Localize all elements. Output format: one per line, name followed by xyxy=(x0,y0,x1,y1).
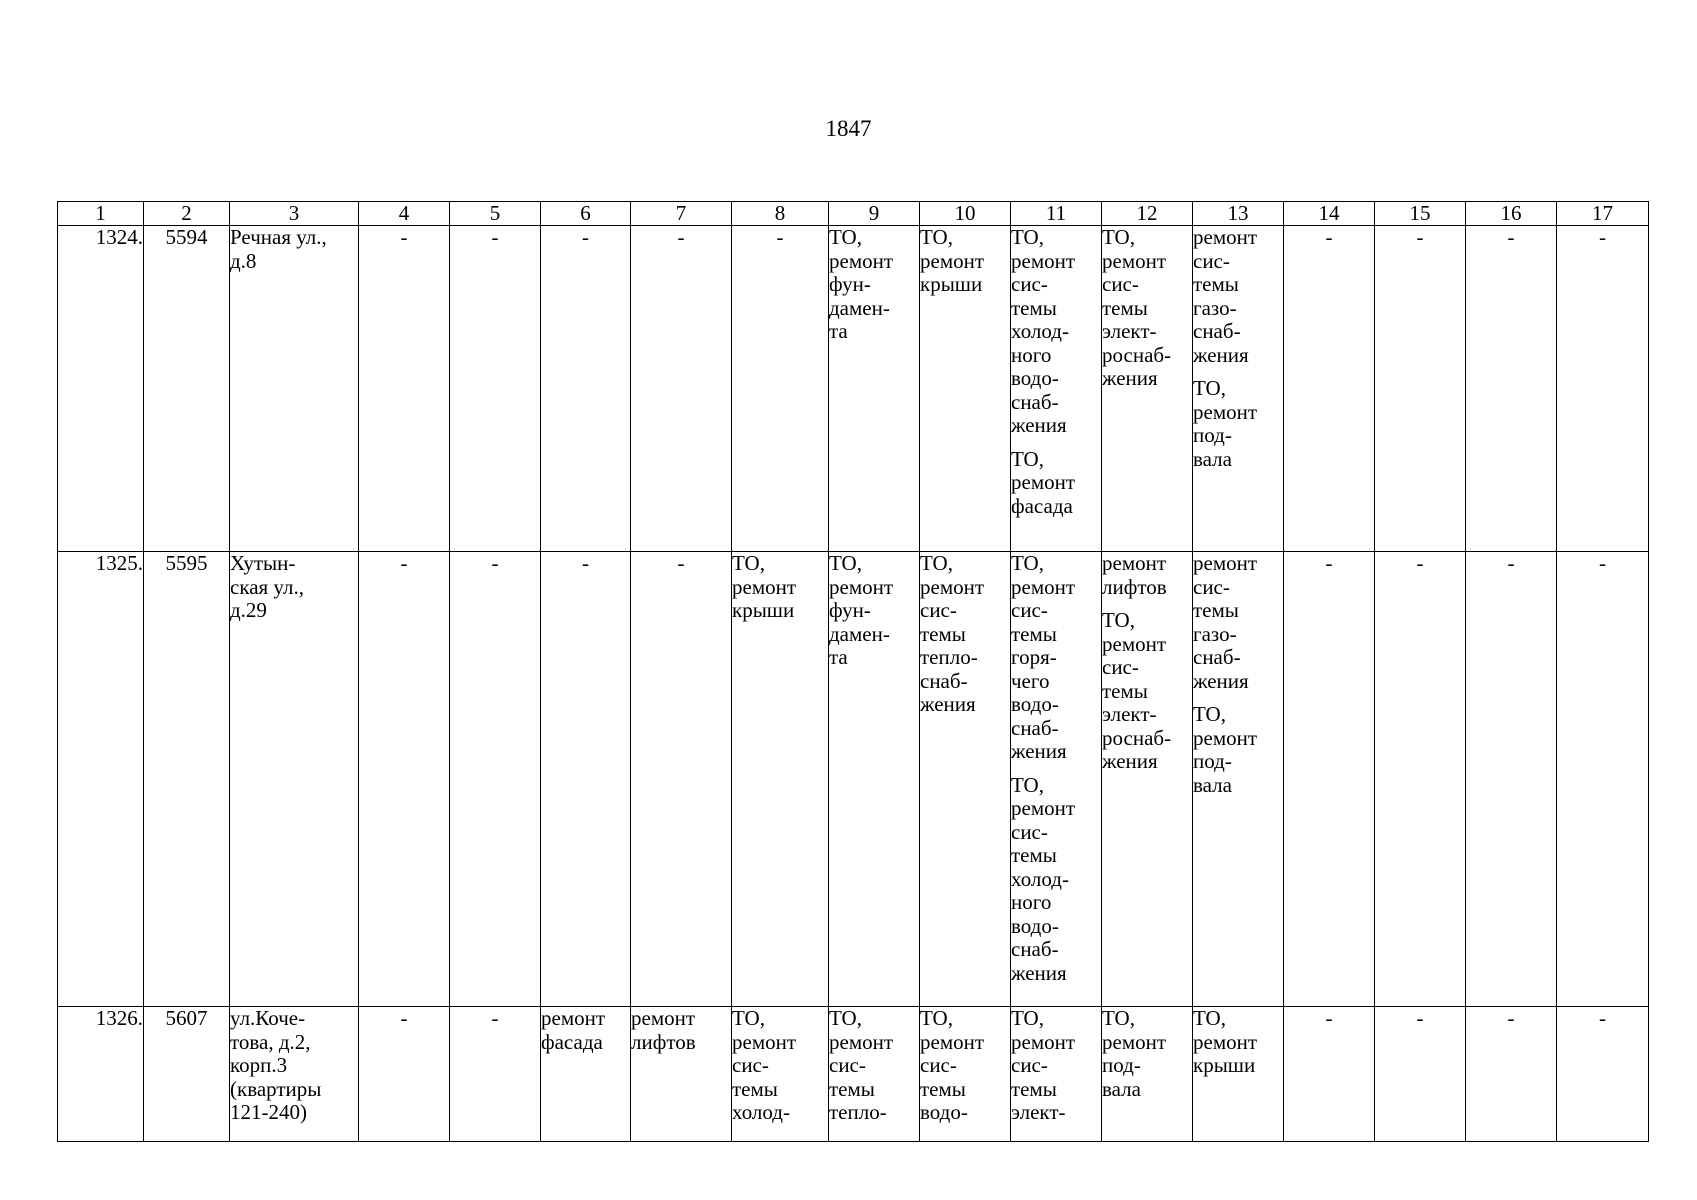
work-item-line: темы xyxy=(1193,272,1239,296)
work-item-line: ремонт xyxy=(1102,631,1167,656)
work-item-line: темы xyxy=(1193,598,1239,622)
column-header: 10 xyxy=(920,202,1011,226)
building-code: 5607 xyxy=(144,1007,230,1142)
table-row xyxy=(58,552,1649,1007)
table-row xyxy=(58,1007,1649,1142)
work-item-line: сис- xyxy=(920,598,957,622)
work-item-line: газо- xyxy=(1193,295,1237,320)
column-header: 4 xyxy=(359,202,450,226)
work-item-line: водо- xyxy=(1011,692,1059,716)
empty-work-cell: - xyxy=(450,552,541,1007)
work-cell xyxy=(1011,226,1102,552)
column-header: 8 xyxy=(732,202,829,226)
work-item-line: жения xyxy=(1193,668,1249,693)
work-cell xyxy=(1011,1007,1102,1142)
work-item-line: ремонт xyxy=(829,248,894,273)
work-item-line: чего xyxy=(1011,668,1050,693)
address-line: това, д.2, xyxy=(230,1029,311,1054)
column-header: 13 xyxy=(1193,202,1284,226)
work-item-line: ремонт xyxy=(1102,551,1167,575)
work-item-line: крыши xyxy=(920,272,983,296)
work-item xyxy=(1193,226,1283,367)
work-item-line: элект- xyxy=(1102,702,1157,726)
work-item-line: ремонт xyxy=(1011,1029,1076,1054)
empty-work-cell: - xyxy=(1284,552,1375,1007)
work-item-line: крыши xyxy=(732,598,795,622)
building-code: 5594 xyxy=(144,226,230,552)
empty-work-cell: - xyxy=(1284,1007,1375,1142)
work-item-line: та xyxy=(829,645,848,669)
work-item-line: сис- xyxy=(1011,272,1048,296)
work-item-line: сис- xyxy=(732,1053,769,1077)
work-item-line: снаб- xyxy=(1193,645,1241,669)
work-cell xyxy=(920,552,1011,1007)
work-cell xyxy=(1102,226,1193,552)
work-item xyxy=(1011,774,1101,986)
work-item-line: ТО, xyxy=(732,551,765,575)
work-cell xyxy=(631,1007,732,1142)
work-item-line: жения xyxy=(1102,366,1158,390)
column-header: 6 xyxy=(541,202,631,226)
work-item xyxy=(1102,552,1192,599)
work-item-line: ного xyxy=(1011,890,1052,914)
empty-work-cell: - xyxy=(541,226,631,552)
work-item-line: ТО, xyxy=(829,551,862,575)
work-item-line: ремонт xyxy=(829,574,894,599)
work-item-line: роснаб- xyxy=(1102,342,1172,367)
work-item-line: холод- xyxy=(1011,866,1069,891)
work-item-line: водо- xyxy=(1011,366,1059,390)
work-item-line: ТО, xyxy=(1011,446,1044,471)
work-item-line: ТО, xyxy=(829,225,862,249)
work-item xyxy=(1193,552,1283,693)
column-header: 15 xyxy=(1375,202,1466,226)
work-item-line: ТО, xyxy=(1193,1006,1226,1030)
address-line: Хутын- xyxy=(230,551,296,575)
work-item-line: ТО, xyxy=(920,551,953,575)
work-item-line: ремонт xyxy=(920,248,985,273)
address-cell xyxy=(230,1007,359,1142)
work-item-line: ремонт xyxy=(920,1029,985,1054)
work-item-line: темы xyxy=(732,1076,778,1101)
work-item xyxy=(1102,226,1192,391)
work-item-line: ТО, xyxy=(732,1006,765,1030)
column-header: 7 xyxy=(631,202,732,226)
work-item-line: темы xyxy=(1102,295,1148,320)
work-item-line: ремонт xyxy=(732,574,797,599)
work-item-line: фун- xyxy=(829,272,871,296)
work-item-line: ремонт xyxy=(1102,248,1167,273)
work-item-line: сис- xyxy=(1193,574,1230,599)
work-item-line: ТО, xyxy=(1011,551,1044,575)
work-item-line: ремонт xyxy=(1011,248,1076,273)
empty-work-cell: - xyxy=(1375,552,1466,1007)
work-item-line: фун- xyxy=(829,598,871,622)
empty-work-cell: - xyxy=(732,226,829,552)
address-line: корп.3 xyxy=(230,1053,288,1077)
column-number-row xyxy=(58,202,1649,226)
empty-work-cell: - xyxy=(1557,1007,1649,1142)
work-item xyxy=(829,226,919,344)
address-line: д.8 xyxy=(230,248,257,273)
address-line: 121-240) xyxy=(230,1100,307,1124)
work-item-line: сис- xyxy=(1011,1053,1048,1077)
empty-work-cell: - xyxy=(1375,226,1466,552)
work-cell xyxy=(541,1007,631,1142)
empty-work-cell: - xyxy=(1284,226,1375,552)
work-item-line: ТО, xyxy=(1011,1006,1044,1030)
work-item xyxy=(829,1007,919,1125)
work-cell xyxy=(1193,226,1284,552)
work-item-line: холод- xyxy=(732,1100,790,1124)
work-item-line: тепло- xyxy=(920,645,978,669)
column-header: 17 xyxy=(1557,202,1649,226)
work-item-line: ремонт xyxy=(1193,399,1258,424)
work-item-line: под- xyxy=(1193,423,1232,447)
empty-work-cell: - xyxy=(631,552,732,1007)
work-cell xyxy=(920,226,1011,552)
work-item-line: ТО, xyxy=(829,1006,862,1030)
work-cell xyxy=(1193,1007,1284,1142)
work-item-line: ТО, xyxy=(1193,702,1226,726)
work-item-line: дамен- xyxy=(829,295,890,320)
work-cell xyxy=(1193,552,1284,1007)
work-item-line: роснаб- xyxy=(1102,725,1172,750)
work-item-line: горя- xyxy=(1011,645,1057,669)
address-line: (квартиры xyxy=(230,1076,322,1101)
address-cell xyxy=(230,552,359,1007)
work-item-line: темы xyxy=(1011,621,1057,646)
empty-work-cell: - xyxy=(541,552,631,1007)
work-item-line: газо- xyxy=(1193,621,1237,646)
work-item-line: сис- xyxy=(1102,272,1139,296)
work-item-line: темы xyxy=(1011,843,1057,867)
work-cell xyxy=(732,1007,829,1142)
work-item xyxy=(920,552,1010,717)
work-item-line: темы xyxy=(920,1076,966,1101)
work-item-line: сис- xyxy=(920,1053,957,1077)
work-item xyxy=(1193,703,1283,797)
work-item-line: жения xyxy=(920,692,976,716)
work-item-line: жения xyxy=(1011,739,1067,763)
work-item-line: темы xyxy=(1011,1076,1057,1101)
work-cell xyxy=(920,1007,1011,1142)
work-item-line: ремонт xyxy=(541,1006,606,1030)
page-number: 1847 xyxy=(825,116,872,141)
work-item-line: темы xyxy=(829,1076,875,1101)
row-number: 1324. xyxy=(58,226,144,552)
address-line: ская ул., xyxy=(230,574,304,599)
column-header: 9 xyxy=(829,202,920,226)
work-item-line: под- xyxy=(1102,1053,1141,1077)
work-item-line: сис- xyxy=(1011,598,1048,622)
work-item-line: ТО, xyxy=(1102,225,1135,249)
work-item-line: холод- xyxy=(1011,319,1069,343)
column-header: 1 xyxy=(58,202,144,226)
work-item-line: жения xyxy=(1102,749,1158,773)
work-item-line: снаб- xyxy=(920,668,968,693)
work-item-line: лифтов xyxy=(1102,574,1167,599)
empty-work-cell: - xyxy=(1557,552,1649,1007)
work-item-line: ремонт xyxy=(732,1029,797,1054)
column-header: 3 xyxy=(230,202,359,226)
work-item-line: ремонт xyxy=(1011,574,1076,599)
work-cell xyxy=(1102,1007,1193,1142)
work-item-line: снаб- xyxy=(1011,715,1059,740)
work-item-line: водо- xyxy=(1011,913,1059,938)
work-item xyxy=(1102,609,1192,774)
work-item-line: вала xyxy=(1102,1076,1141,1101)
work-cell xyxy=(829,226,920,552)
work-item-line: лифтов xyxy=(631,1029,696,1054)
work-item-line: тепло- xyxy=(829,1100,887,1124)
building-code: 5595 xyxy=(144,552,230,1007)
work-item xyxy=(1102,1007,1192,1101)
column-header: 16 xyxy=(1466,202,1557,226)
work-item-line: темы xyxy=(1102,678,1148,703)
work-cell xyxy=(829,1007,920,1142)
work-item-line: снаб- xyxy=(1011,937,1059,961)
work-cell xyxy=(1011,552,1102,1007)
work-item-line: ТО, xyxy=(920,225,953,249)
empty-work-cell: - xyxy=(1375,1007,1466,1142)
work-item-line: под- xyxy=(1193,749,1232,773)
work-item-line: та xyxy=(829,319,848,343)
empty-work-cell: - xyxy=(359,552,450,1007)
work-item-line: темы xyxy=(920,621,966,646)
work-item xyxy=(541,1007,630,1054)
work-item-line: сис- xyxy=(829,1053,866,1077)
work-item-line: ремонт xyxy=(1011,470,1076,494)
work-item-line: водо- xyxy=(920,1100,968,1124)
work-item-line: снаб- xyxy=(1193,319,1241,343)
work-item xyxy=(920,226,1010,297)
row-number: 1326. xyxy=(58,1007,144,1142)
work-item-line: элект- xyxy=(1011,1100,1066,1124)
work-item-line: вала xyxy=(1193,772,1232,797)
work-item-line: жения xyxy=(1193,342,1249,367)
work-item-line: жения xyxy=(1011,413,1067,437)
column-header: 2 xyxy=(144,202,230,226)
work-item xyxy=(1011,552,1101,764)
address-line: Речная ул., xyxy=(230,225,327,249)
work-item-line: ремонт xyxy=(1102,1029,1167,1054)
work-item xyxy=(1011,448,1101,519)
work-item-line: сис- xyxy=(1011,819,1048,844)
work-item-line: снаб- xyxy=(1011,389,1059,414)
column-header: 5 xyxy=(450,202,541,226)
empty-work-cell: - xyxy=(450,226,541,552)
work-cell xyxy=(829,552,920,1007)
work-item-line: ремонт xyxy=(1193,225,1258,249)
empty-work-cell: - xyxy=(1466,226,1557,552)
work-item-line: ремонт xyxy=(1193,725,1258,750)
work-item-line: сис- xyxy=(1102,655,1139,679)
work-item-line: ТО, xyxy=(1102,608,1135,632)
work-item xyxy=(1011,1007,1101,1125)
work-item-line: ремонт xyxy=(631,1006,696,1030)
empty-work-cell: - xyxy=(1466,1007,1557,1142)
empty-work-cell: - xyxy=(359,226,450,552)
address-cell xyxy=(230,226,359,552)
work-item-line: темы xyxy=(1011,295,1057,320)
work-cell xyxy=(1102,552,1193,1007)
work-item xyxy=(732,1007,828,1125)
work-item-line: крыши xyxy=(1193,1053,1256,1077)
work-item-line: ТО, xyxy=(1011,225,1044,249)
empty-work-cell: - xyxy=(450,1007,541,1142)
work-item xyxy=(631,1007,731,1054)
work-item-line: фасада xyxy=(1011,493,1073,518)
work-item-line: ремонт xyxy=(920,574,985,599)
column-header: 14 xyxy=(1284,202,1375,226)
empty-work-cell: - xyxy=(1557,226,1649,552)
work-item-line: фасада xyxy=(541,1029,603,1054)
work-item-line: ТО, xyxy=(1102,1006,1135,1030)
row-number: 1325. xyxy=(58,552,144,1007)
address-line: д.29 xyxy=(230,598,267,622)
work-item-line: ного xyxy=(1011,342,1052,367)
work-item-line: ремонт xyxy=(1011,796,1076,820)
work-item xyxy=(1011,226,1101,438)
work-item xyxy=(920,1007,1010,1125)
work-item-line: сис- xyxy=(1193,248,1230,273)
table-row xyxy=(58,226,1649,552)
empty-work-cell: - xyxy=(631,226,732,552)
work-cell xyxy=(732,552,829,1007)
work-item-line: ремонт xyxy=(829,1029,894,1054)
work-item-line: жения xyxy=(1011,960,1067,985)
address-line: ул.Коче- xyxy=(230,1006,306,1030)
work-item xyxy=(1193,1007,1283,1078)
work-item-line: ТО, xyxy=(920,1006,953,1030)
work-item-line: ремонт xyxy=(1193,551,1258,575)
empty-work-cell: - xyxy=(359,1007,450,1142)
column-header: 11 xyxy=(1011,202,1102,226)
work-item xyxy=(732,552,828,623)
work-item-line: ремонт xyxy=(1193,1029,1258,1054)
repair-schedule-table xyxy=(57,201,1649,1142)
work-item-line: дамен- xyxy=(829,621,890,646)
work-item xyxy=(1193,377,1283,471)
work-item-line: элект- xyxy=(1102,319,1157,343)
column-header: 12 xyxy=(1102,202,1193,226)
empty-work-cell: - xyxy=(1466,552,1557,1007)
work-item xyxy=(829,552,919,670)
work-item-line: вала xyxy=(1193,446,1232,471)
work-item-line: ТО, xyxy=(1011,772,1044,797)
work-item-line: ТО, xyxy=(1193,376,1226,400)
